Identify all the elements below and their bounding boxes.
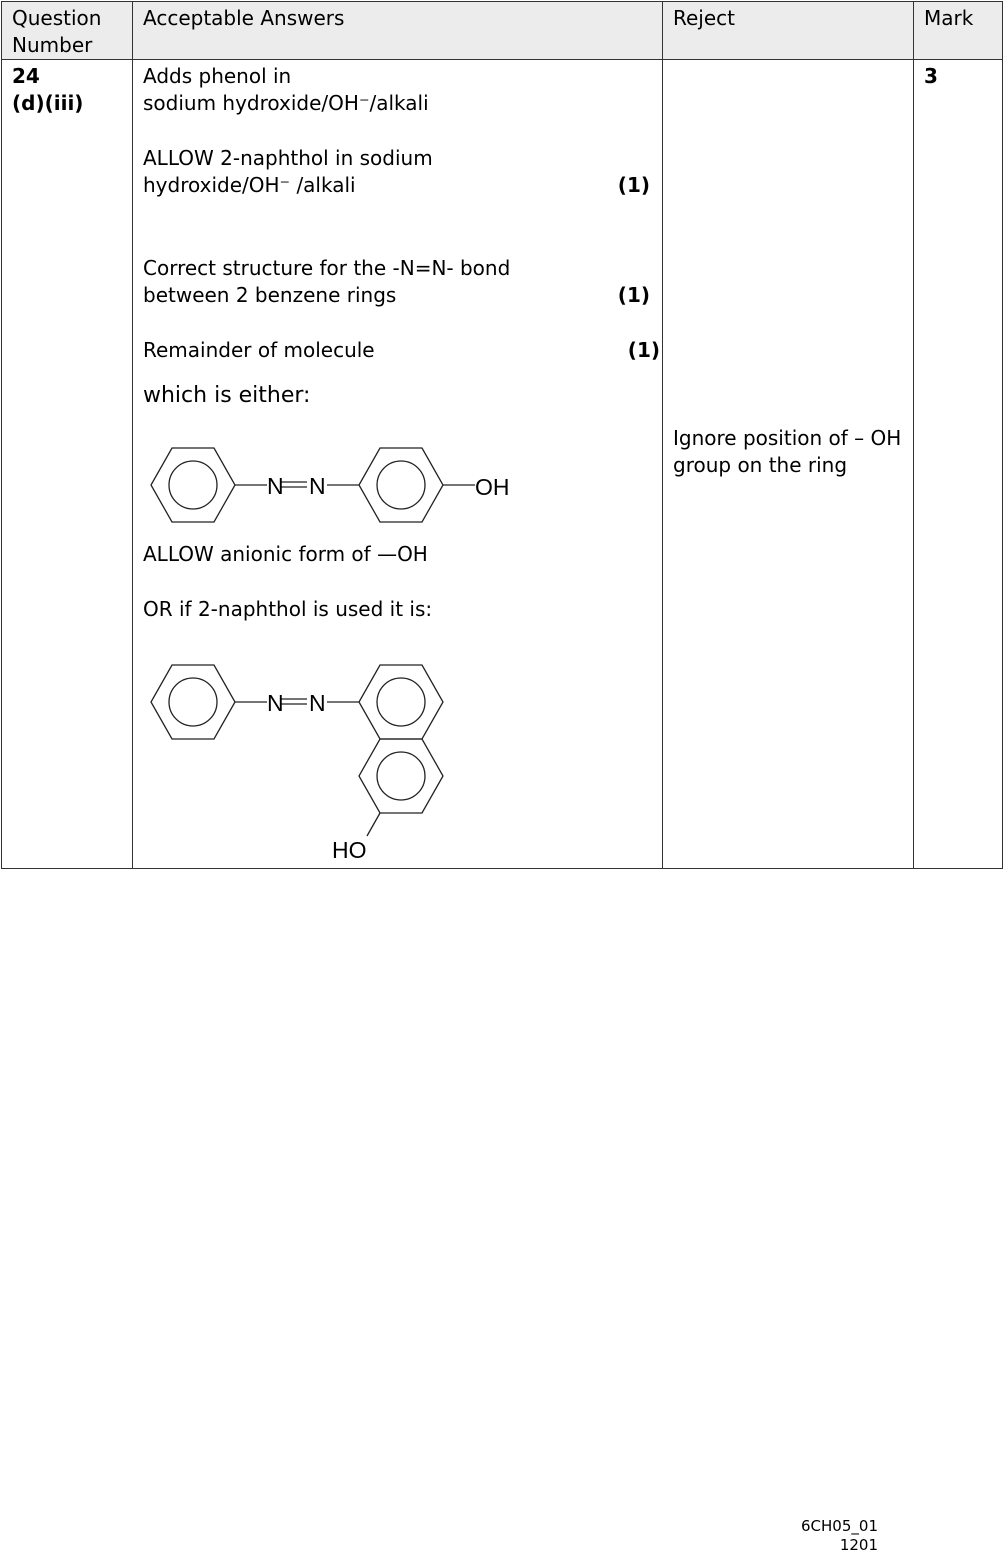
- answer-line: sodium hydroxide/OH⁻/alkali: [143, 91, 429, 115]
- paper-code: 6CH05_01: [801, 1517, 878, 1535]
- total-mark: 3: [924, 64, 938, 88]
- mark-point: (1): [617, 283, 650, 307]
- mol2-ho-label: HO: [332, 837, 367, 861]
- header-acceptable-answers: Acceptable Answers: [133, 2, 663, 60]
- acceptable-answers-cell: [133, 60, 663, 869]
- azo-phenol-structure: [143, 427, 543, 532]
- answer-line: OR if 2-naphthol is used it is:: [143, 597, 433, 621]
- mark-cell: [914, 60, 1003, 869]
- azo-n: N: [267, 690, 284, 716]
- answer-line: ALLOW 2-naphthol in sodium: [143, 146, 433, 170]
- answer-line: between 2 benzene rings: [143, 283, 397, 307]
- azo-n: N: [267, 473, 284, 499]
- answer-line: Adds phenol in: [143, 64, 292, 88]
- azo-n: N: [309, 690, 326, 716]
- reject-text: Ignore position of – OH group on the ring: [673, 426, 902, 477]
- answer-row: [2, 60, 1003, 869]
- page-number: 1201: [839, 1536, 878, 1554]
- mark-point: (1): [627, 338, 660, 362]
- azo-naphthol-structure: [143, 641, 543, 861]
- answer-line: Correct structure for the -N=N- bond: [143, 256, 511, 280]
- header-reject: Reject: [663, 2, 914, 60]
- question-part: (d)(iii): [12, 91, 84, 115]
- header-mark: Mark: [914, 2, 1003, 60]
- header-row: [2, 2, 1003, 60]
- question-number-cell: [2, 60, 133, 869]
- mol1-oh-label: OH: [475, 474, 510, 500]
- footer: [790, 1517, 878, 1555]
- answer-line: hydroxide/OH⁻ /alkali: [143, 173, 356, 197]
- answer-line: ALLOW anionic form of —OH: [143, 542, 428, 566]
- mark-scheme-table: [1, 1, 1003, 869]
- answer-line: Remainder of molecule: [143, 338, 375, 362]
- which-is-either: which is either:: [143, 383, 311, 408]
- mark-point: (1): [617, 173, 650, 197]
- reject-cell: [663, 60, 914, 869]
- azo-n: N: [309, 473, 326, 499]
- question-number: 24: [12, 64, 40, 88]
- header-question-number: Question Number: [2, 2, 133, 60]
